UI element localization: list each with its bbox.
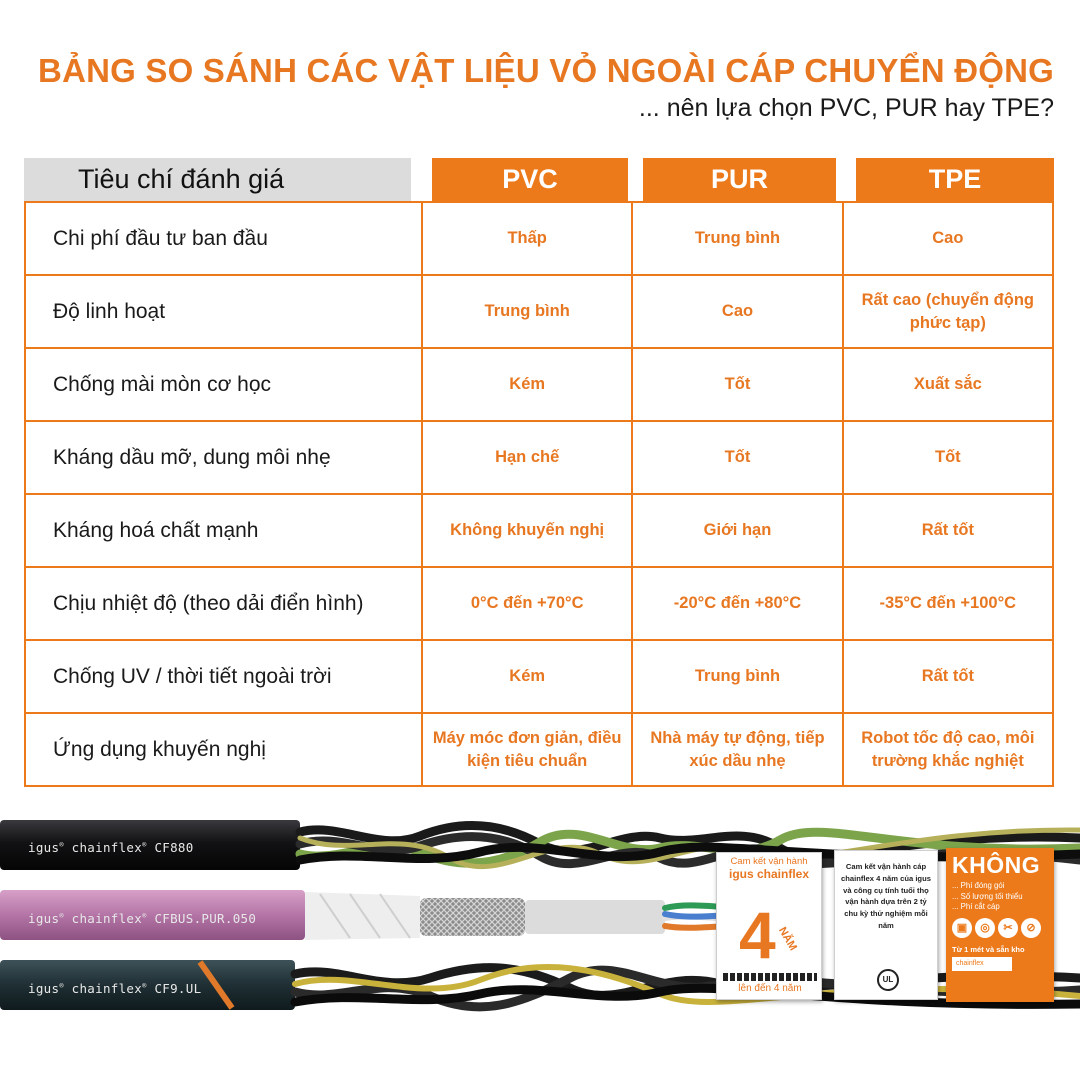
- pur-value-cell: Nhà máy tự động, tiếp xúc dầu nhẹ: [632, 713, 842, 786]
- warranty-years-unit: NĂM: [776, 925, 799, 953]
- criterion-cell: Chống mài mòn cơ học: [25, 348, 422, 421]
- table-row: [25, 348, 1053, 421]
- no-fee-card: [946, 848, 1054, 1002]
- criteria-header: Tiêu chí đánh giá: [24, 158, 411, 201]
- cable-model: CF880: [154, 840, 194, 855]
- tpe-value-cell: Xuất sắc: [843, 348, 1053, 421]
- page-title: BẢNG SO SÁNH CÁC VẬT LIỆU VỎ NGOÀI CÁP CHUYỂN ĐỘNG: [38, 52, 1054, 89]
- tpe-value-cell: Robot tốc độ cao, môi trường khắc nghiệt: [843, 713, 1053, 786]
- pur-value-cell: Giới hạn: [632, 494, 842, 567]
- warranty-years-number: 4: [739, 898, 776, 972]
- pur-value-cell: Tốt: [632, 348, 842, 421]
- pur-value-cell: -20°C đến +80°C: [632, 567, 842, 640]
- pvc-value-cell: Hạn chế: [422, 421, 632, 494]
- pur-value-cell: Trung bình: [632, 640, 842, 713]
- warranty-bottom-text: lên đến 4 năm: [738, 983, 802, 994]
- cable-brand: igus: [28, 840, 60, 855]
- no-fee-item: ... Phí đóng gói: [952, 881, 1005, 890]
- criterion-cell: Chống UV / thời tiết ngoài trời: [25, 640, 422, 713]
- table-row: [25, 494, 1053, 567]
- table-row: [25, 275, 1053, 348]
- tpe-value-cell: Rất tốt: [843, 640, 1053, 713]
- no-fee-item: ... Phí cắt cáp: [952, 902, 1000, 912]
- tpe-value-cell: Rất cao (chuyển động phức tạp): [843, 275, 1053, 348]
- no-fee-footer: Từ 1 mét và sẵn kho: [952, 944, 1025, 954]
- ul-mark-icon: UL: [877, 969, 899, 991]
- no-fee-list: [952, 881, 1048, 913]
- warranty-top-text: Cam kết vận hành: [730, 856, 808, 867]
- no-fee-icons: [952, 918, 1048, 938]
- cable-label-cf880: igus® chainflex® CF880: [28, 840, 194, 855]
- column-header-tpe: TPE: [856, 158, 1054, 201]
- pur-value-cell: Trung bình: [632, 202, 842, 275]
- cable-model: CF9.UL: [154, 981, 202, 996]
- minimum-quantity-icon: ◎: [975, 918, 995, 938]
- pvc-value-cell: Không khuyến nghị: [422, 494, 632, 567]
- tpe-value-cell: -35°C đến +100°C: [843, 567, 1053, 640]
- cable-line: chainflex: [71, 981, 143, 996]
- commitment-card: [834, 850, 938, 1000]
- no-fee-heading: KHÔNG: [952, 852, 1041, 878]
- table-row: [25, 567, 1053, 640]
- warranty-brand: igus chainflex: [728, 867, 810, 882]
- pvc-value-cell: Trung bình: [422, 275, 632, 348]
- cable-cut-icon: ⊘: [1021, 918, 1041, 938]
- no-fee-item: ... Số lượng tối thiểu: [952, 891, 1023, 901]
- pvc-value-cell: Máy móc đơn giản, điều kiện tiêu chuẩn: [422, 713, 632, 786]
- column-header-pur: PUR: [643, 158, 836, 201]
- pur-value-cell: Cao: [632, 275, 842, 348]
- pvc-value-cell: 0°C đến +70°C: [422, 567, 632, 640]
- cable-model: CFBUS.PUR.050: [154, 911, 257, 926]
- tpe-value-cell: Cao: [843, 202, 1053, 275]
- criterion-cell: Kháng dầu mỡ, dung môi nhẹ: [25, 421, 422, 494]
- criterion-cell: Chi phí đầu tư ban đầu: [25, 202, 422, 275]
- cable-label-cfbus: igus® chainflex® CFBUS.PUR.050: [28, 911, 257, 926]
- cable-line: chainflex: [71, 840, 143, 855]
- comparison-table: [24, 201, 1054, 787]
- table-row: [25, 421, 1053, 494]
- criterion-cell: Độ linh hoạt: [25, 275, 422, 348]
- cable-label-cf9: igus® chainflex® CF9.UL: [28, 981, 202, 996]
- package-icon: ▣: [952, 918, 972, 938]
- pvc-value-cell: Thấp: [422, 202, 632, 275]
- column-header-pvc: PVC: [432, 158, 628, 201]
- page-subtitle: ... nên lựa chọn PVC, PUR hay TPE?: [638, 94, 1054, 122]
- pur-value-cell: Tốt: [632, 421, 842, 494]
- commitment-text: Cam kết vận hành cáp chainflex 4 năm của igus và công cụ tính tuổi thọ vận hành dựa trên 2 tỷ chu kỳ thử nghiệm mỗi năm: [841, 862, 931, 930]
- cable-brand: igus: [28, 981, 60, 996]
- energy-chain-icon: [723, 973, 817, 981]
- warranty-card: [716, 852, 822, 1000]
- tpe-value-cell: Tốt: [843, 421, 1053, 494]
- scissors-icon: ✂: [998, 918, 1018, 938]
- table-row: [25, 713, 1053, 786]
- pvc-value-cell: Kém: [422, 348, 632, 421]
- table-row: [25, 202, 1053, 275]
- chainflex-logo: chainflex: [952, 957, 1012, 971]
- tpe-value-cell: Rất tốt: [843, 494, 1053, 567]
- criterion-cell: Kháng hoá chất mạnh: [25, 494, 422, 567]
- criterion-cell: Chịu nhiệt độ (theo dải điển hình): [25, 567, 422, 640]
- table-row: [25, 640, 1053, 713]
- cable-line: chainflex: [71, 911, 143, 926]
- criterion-cell: Ứng dụng khuyến nghị: [25, 713, 422, 786]
- cable-brand: igus: [28, 911, 60, 926]
- pvc-value-cell: Kém: [422, 640, 632, 713]
